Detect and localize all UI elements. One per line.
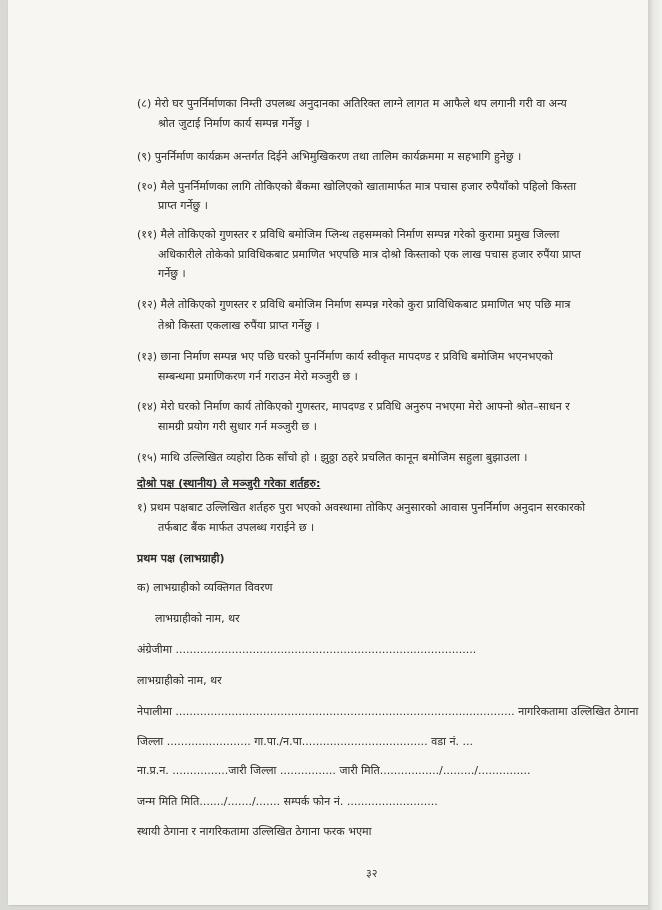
item-12-line-1: (१२) मैले तोकिएको गुणस्तर र प्रविधि बमोजिम निर्माण सम्पन्न गरेको कुरा प्राविधिकबाट प्रमाणित भए पछि मात्र (137, 298, 571, 311)
citizenship-field: ना.प्र.न. ................जारी जिल्ला ................ जारी मिति................./........./............... (137, 764, 531, 777)
item-12-line-2: तेश्रो किस्ता एकलाख रुपैंया प्राप्त गर्नेछु । (158, 319, 320, 332)
beneficiary-name-label: लाभग्राहीको नाम, थर (155, 612, 240, 625)
name-in-english-field: अंग्रेजीमा ...................................................................................... (137, 643, 477, 656)
item-13-line-2: सम्बन्धमा प्रमाणिकरण गर्न गराउन मेरो मञ्जुरी छ । (158, 370, 358, 383)
item-10-line-2: प्राप्त गर्नेछु । (158, 199, 208, 212)
second-party-condition-line-1: १) प्रथम पक्षबाट उल्लिखित शर्तहरु पुरा भएको अवस्थामा तोकिए अनुसारको आवास पुनर्निर्माण अनुदान सरकारको (137, 501, 586, 514)
first-party-heading: प्रथम पक्ष (लाभग्राही) (137, 552, 225, 565)
item-8-line-2: श्रोत जुटाई निर्माण कार्य सम्पन्न गर्नेछु । (158, 117, 310, 130)
item-11-line-1: (११) मैले तोकिएको गुणस्तर र प्रविधि बमोजिम प्लिन्थ तहसम्मको निर्माण सम्पन्न गरेको कुरामा प्रमुख जिल्ला (137, 228, 560, 241)
permanent-address-note: स्थायी ठेगाना र नागरिकतामा उल्लिखित ठेगाना फरक भएमा (137, 825, 372, 838)
name-in-nepali-field: नेपालीमा ................................................................................................. नागरिकतामा उल्लिखित ठेगाना (137, 705, 639, 718)
item-13-line-1: (१३) छाना निर्माण सम्पन्न भए पछि घरको पुनर्निर्माण कार्य स्वीकृत मापदण्ड र प्रविधि बमोजिम भएनभएको (137, 350, 553, 363)
item-15-line-1: (१५) माथि उल्लिखित व्यहोरा ठिक साँचो हो । झुठ्ठा ठहरे प्रचलित कानून बमोजिम सहुला बुझाउला । (137, 451, 528, 464)
item-14-line-2: सामग्री प्रयोग गरी सुधार गर्न मञ्जुरी छ । (158, 420, 317, 433)
item-10-line-1: (१०) मैले पुनर्निर्माणका लागि तोकिएको बैंकमा खोलिएको खातामार्फत मात्र पचास हजार रुपैयाँको पहिलो किस्ता (137, 180, 577, 193)
birthdate-phone-field: जन्म मिति मिति......./......./....... सम्पर्क फोन नं. .......................... (137, 795, 438, 808)
item-11-line-3: गर्नेछु । (158, 267, 186, 280)
item-14-line-1: (१४) मेरो घरको निर्माण कार्य तोकिएको गुणस्तर, मापदण्ड र प्रविधि अनुरुप नभएमा मेरो आफ्नो श्रोत–साधन र (137, 400, 570, 413)
beneficiary-name-label-nepali: लाभग्राहीको नाम, थर (137, 674, 222, 687)
page-number: ३२ (366, 867, 378, 880)
second-party-condition-line-2: तर्फबाट बैंक मार्फत उपलब्ध गराईने छ । (158, 521, 315, 534)
item-8-line-1: (८) मेरो घर पुनर्निर्माणका निम्ती उपलब्ध अनुदानका अतिरिक्त लाग्ने लागत म आफैले थप लगानी गरी वा अन्य (137, 97, 567, 110)
item-9-line-1: (९) पुनर्निर्माण कार्यक्रम अन्तर्गत दिईने अभिमुखिकरण तथा तालिम कार्यक्रममा म सहभागि हुनेछु । (137, 150, 522, 163)
second-party-heading: दोश्रो पक्ष (स्थानीय) ले मञ्जुरी गरेका शर्तहरु: (137, 477, 321, 490)
address-field: जिल्ला ........................ गा.पा./न.पा.................................... वडा नं. ... (137, 735, 474, 748)
item-11-line-2: अधिकारीले तोकेको प्राविधिकबाट प्रमाणित भएपछि मात्र दोश्रो किस्ताको एक लाख पचास हजार रुपैंया प्राप्त (158, 248, 581, 261)
personal-details-subheading: क) लाभग्राहीको व्यक्तिगत विवरण (137, 581, 273, 594)
